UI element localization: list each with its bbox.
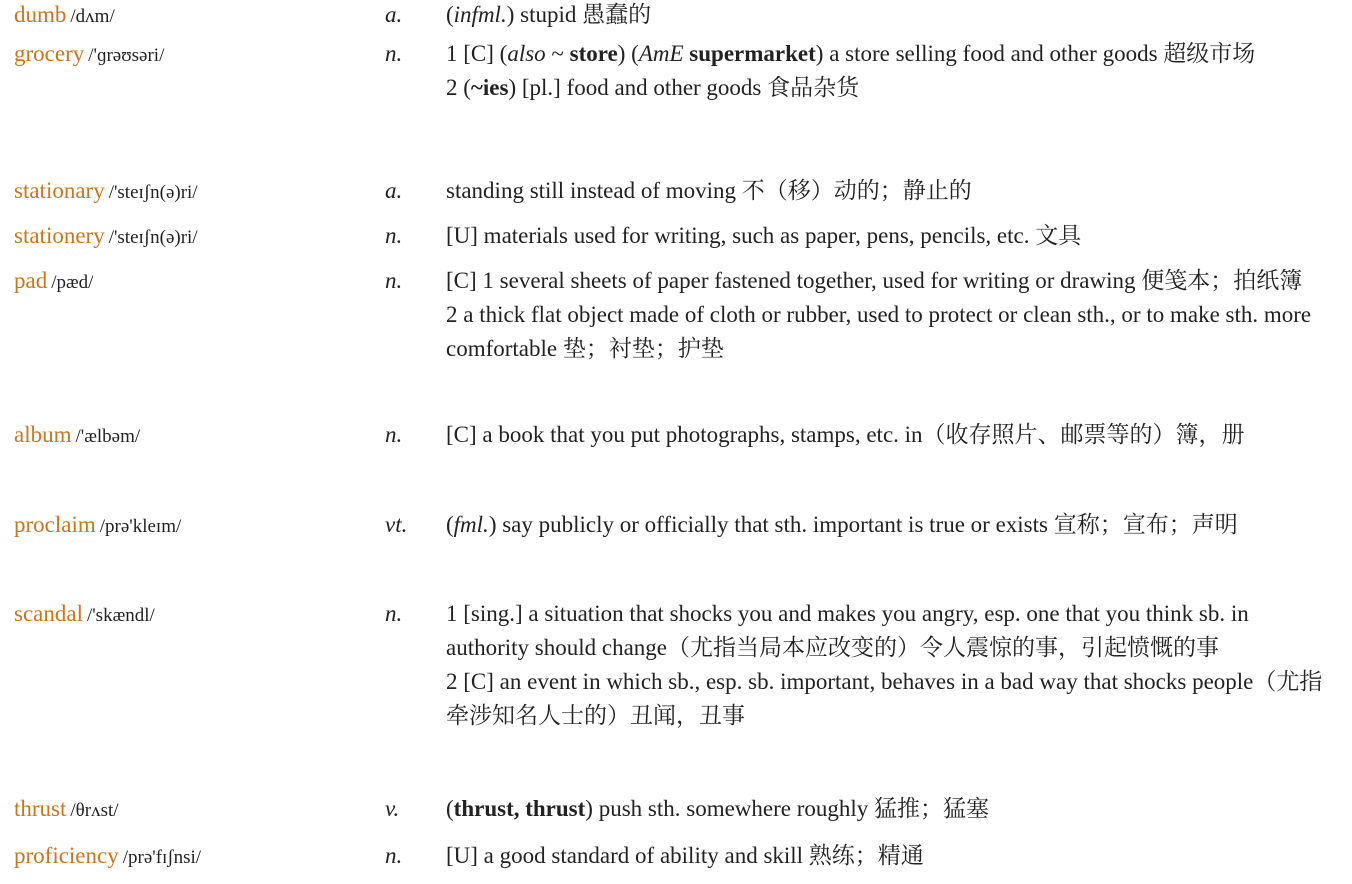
part-of-speech: n. [385, 843, 403, 868]
headword-cell [14, 264, 374, 301]
definition-sense [446, 792, 1336, 826]
definition [446, 418, 1336, 452]
definition [446, 792, 1336, 826]
definition-sense [446, 298, 1336, 366]
italic-label: also [507, 41, 546, 66]
definition-sense [446, 418, 1336, 452]
definition [446, 597, 1336, 733]
phonetic-transcription: /prə'fɪʃnsi/ [122, 847, 202, 868]
phonetic-transcription: /'ælbəm/ [75, 426, 141, 447]
italic-label: infml. [453, 2, 507, 27]
bold-term: thrust, thrust [453, 796, 586, 821]
part-of-speech: a. [385, 178, 403, 203]
headword-cell [14, 839, 374, 876]
headword: scandal [14, 601, 83, 626]
headword-cell [14, 418, 374, 455]
headword: grocery [14, 41, 85, 66]
headword-cell [14, 37, 374, 74]
headword-cell [14, 792, 374, 829]
part-of-speech: n. [385, 41, 403, 66]
definition [446, 508, 1336, 542]
definition [446, 839, 1336, 873]
phonetic-transcription: /'steɪʃn(ə)ri/ [108, 182, 198, 203]
headword: dumb [14, 2, 67, 27]
headword-cell [14, 0, 374, 35]
definition-text: 2 a thick flat object made of cloth or rubber, used to protect or clean sth., or to make sth. more comfortable 垫；衬垫；护垫 [446, 302, 1312, 361]
definition-text: [U] materials used for writing, such as paper, pens, pencils, etc. 文具 [446, 223, 1082, 248]
phonetic-transcription: /'skændl/ [86, 605, 155, 626]
definition [446, 37, 1336, 105]
definition-text: ) push sth. somewhere roughly 猛推；猛塞 [585, 796, 990, 821]
definition [446, 0, 1336, 32]
definition-text: [C] a book that you put photographs, stamps, etc. in（收存照片、邮票等的）簿，册 [446, 422, 1245, 447]
definition-text: 2 [C] an event in which sb., esp. sb. important, behaves in a bad way that shocks people（尤指牵涉知名人士的）丑闻，丑事 [446, 669, 1323, 728]
part-of-speech: n. [385, 601, 403, 626]
definition-sense [446, 219, 1336, 253]
italic-label: AmE [638, 41, 684, 66]
definition-text: standing still instead of moving 不（移）动的；静止的 [446, 178, 972, 203]
definition-sense [446, 71, 1336, 105]
definition-text: 1 [sing.] a situation that shocks you and makes you angry, esp. one that you think sb. in authority should change（尤指当局本应改变的）令人震惊的事，引起愤慨的事 [446, 601, 1249, 660]
headword: album [14, 422, 72, 447]
definition-text: ) [pl.] food and other goods 食品杂货 [508, 75, 860, 100]
phonetic-transcription: /'ɡrəʊsəri/ [88, 45, 165, 66]
definition [446, 174, 1336, 208]
definition-sense [446, 174, 1336, 208]
definition-text: [C] 1 several sheets of paper fastened together, used for writing or drawing 便笺本；拍纸簿 [446, 268, 1303, 293]
bold-term: supermarket [689, 41, 816, 66]
definition-text: ( [446, 2, 454, 27]
definition-text: 1 [C] ( [446, 41, 508, 66]
definition [446, 219, 1336, 253]
definition-text: [U] a good standard of ability and skill 熟练；精通 [446, 843, 924, 868]
definition-text: ) say publicly or officially that sth. important is true or exists 宣称；宣布；声明 [488, 512, 1238, 537]
part-of-speech: v. [385, 796, 400, 821]
headword: proclaim [14, 512, 96, 537]
definition-sense [446, 37, 1336, 71]
headword-cell [14, 597, 374, 634]
definition-text: ) ( [617, 41, 639, 66]
phonetic-transcription: /dʌm/ [70, 6, 115, 27]
part-of-speech: n. [385, 422, 403, 447]
definition-sense [446, 264, 1336, 298]
part-of-speech: n. [385, 223, 403, 248]
bold-term: store [569, 41, 618, 66]
definition-sense [446, 0, 1336, 32]
definition-text: ) a store selling food and other goods 超级市场 [815, 41, 1256, 66]
definition-sense [446, 665, 1336, 733]
bold-term: ~ies [470, 75, 509, 100]
part-of-speech: n. [385, 268, 403, 293]
definition-text: ~ [545, 41, 570, 66]
headword: proficiency [14, 843, 119, 868]
headword: thrust [14, 796, 67, 821]
phonetic-transcription: /θrʌst/ [70, 800, 119, 821]
definition-text: ( [446, 512, 454, 537]
definition [446, 264, 1336, 366]
definition-sense [446, 508, 1336, 542]
headword: stationary [14, 178, 105, 203]
definition-text: ( [446, 796, 454, 821]
part-of-speech: vt. [385, 512, 408, 537]
italic-label: fml. [453, 512, 489, 537]
headword: pad [14, 268, 48, 293]
definition-sense [446, 839, 1336, 873]
definition-sense [446, 597, 1336, 665]
phonetic-transcription: /pæd/ [51, 272, 94, 293]
headword-cell [14, 174, 374, 211]
phonetic-transcription: /prə'kleɪm/ [99, 516, 182, 537]
definition-text: 2 ( [446, 75, 471, 100]
part-of-speech: a. [385, 2, 403, 27]
headword: stationery [14, 223, 105, 248]
headword-cell [14, 508, 374, 545]
headword-cell [14, 219, 374, 256]
definition-text: ) stupid 愚蠢的 [506, 2, 652, 27]
phonetic-transcription: /'steɪʃn(ə)ri/ [108, 227, 198, 248]
